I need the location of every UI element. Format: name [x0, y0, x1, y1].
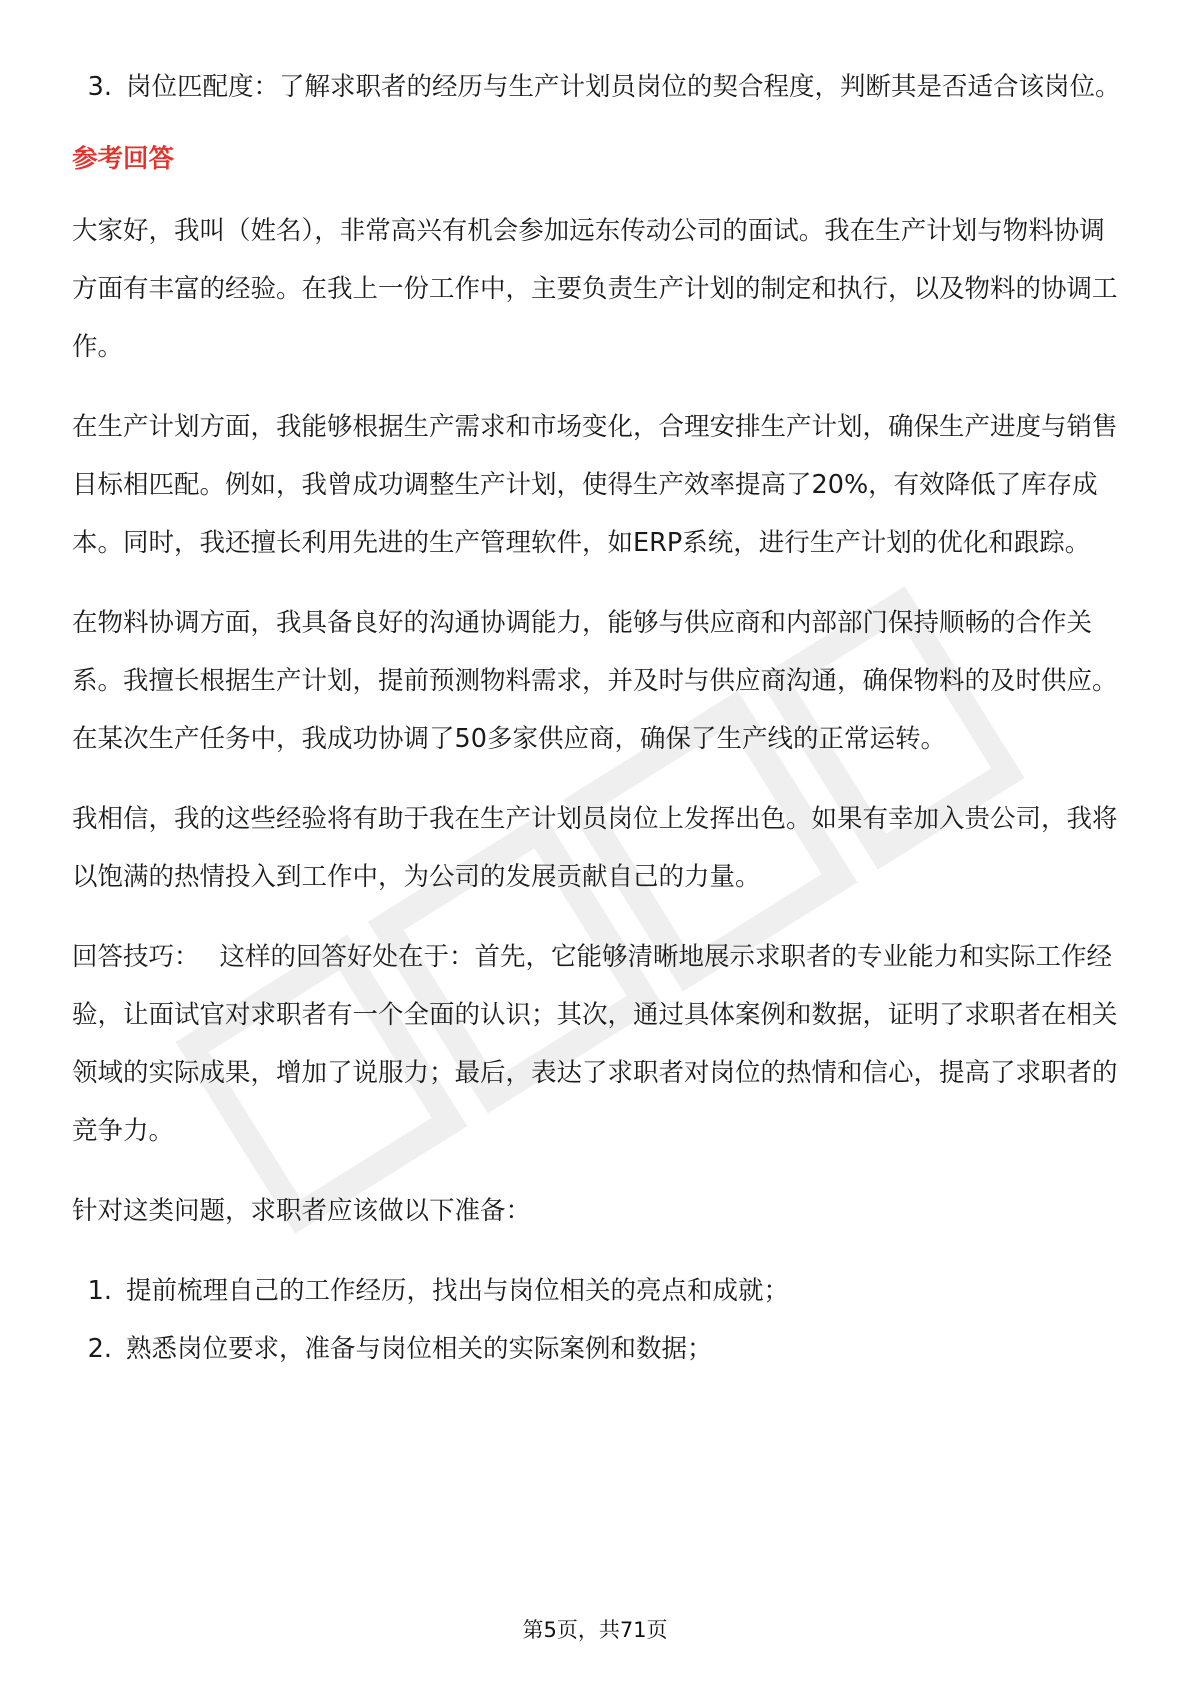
list-text: 提前梳理自己的工作经历，找出与岗位相关的亮点和成就； [126, 1276, 790, 1306]
tips-paragraph [72, 928, 1122, 1160]
page-content [72, 58, 1122, 1378]
page-footer: 第5页，共71页 [522, 1618, 668, 1642]
reference-answer-heading: 参考回答 [72, 144, 175, 174]
tips-label: 回答技巧： [72, 942, 200, 972]
list-number: 1. [87, 1276, 112, 1306]
prep-list-item-2 [72, 1320, 1122, 1378]
answer-paragraph-1: 大家好，我叫（姓名），非常高兴有机会参加远东传动公司的面试。我在生产计划与物料协调方面有丰富的经验。在我上一份工作中，主要负责生产计划的制定和执行，以及物料的协调工作。 [72, 216, 1118, 362]
prep-list-item-1 [72, 1262, 1122, 1320]
tips-text: 这样的回答好处在于：首先，它能够清晰地展示求职者的专业能力和实际工作经验，让面试官对求职者有一个全面的认识；其次，通过具体案例和数据，证明了求职者在相关领域的实际成果，增加了说服力；最后，表达了求职者对岗位的热情和信心，提高了求职者的竞争力。 [72, 942, 1118, 1146]
answer-paragraph-4: 我相信，我的这些经验将有助于我在生产计划员岗位上发挥出色。如果有幸加入贵公司，我将以饱满的热情投入到工作中，为公司的发展贡献自己的力量。 [72, 804, 1118, 892]
answer-paragraph-3: 在物料协调方面，我具备良好的沟通协调能力，能够与供应商和内部部门保持顺畅的合作关系。我擅长根据生产计划，提前预测物料需求，并及时与供应商沟通，确保物料的及时供应。在某次生产任务中，我成功协调了50多家供应商，确保了生产线的正常运转。 [72, 608, 1118, 754]
list-text: 熟悉岗位要求，准备与岗位相关的实际案例和数据； [126, 1334, 713, 1364]
answer-paragraph-2: 在生产计划方面，我能够根据生产需求和市场变化，合理安排生产计划，确保生产进度与销售目标相匹配。例如，我曾成功调整生产计划，使得生产效率提高了20%，有效降低了库存成本。同时，我还擅长利用先进的生产管理软件，如ERP系统，进行生产计划的优化和跟踪。 [72, 412, 1118, 558]
list-text: 岗位匹配度：了解求职者的经历与生产计划员岗位的契合程度，判断其是否适合该岗位。 [126, 72, 1121, 102]
list-item-3 [72, 58, 1122, 116]
list-number: 2. [87, 1334, 112, 1364]
prep-intro: 针对这类问题，求职者应该做以下准备： [72, 1196, 532, 1226]
list-number: 3. [87, 72, 112, 102]
